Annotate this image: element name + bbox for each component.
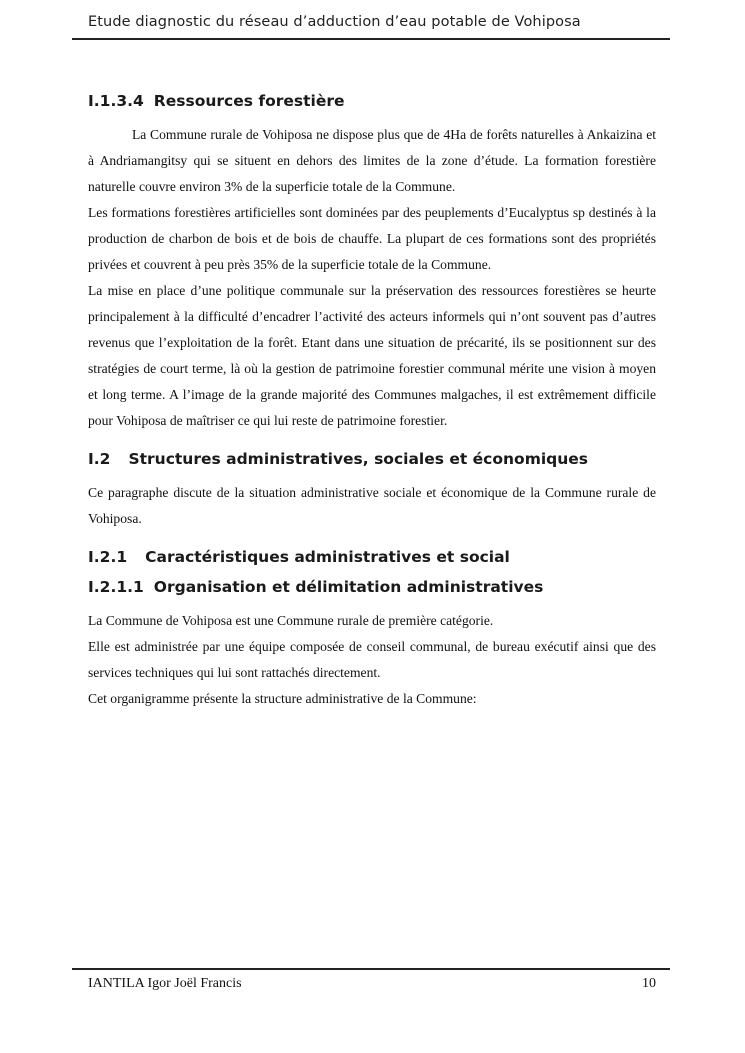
page-number: 10 [642,976,656,991]
paragraph: Cet organigramme présente la structure administrative de la Commune: [88,691,477,706]
section-number: I.2.1 [88,548,128,566]
section-title: Caractéristiques administratives et social [145,548,510,566]
header-rule [72,38,670,40]
section-title: Ressources forestière [153,92,345,110]
footer-rule [72,968,670,970]
paragraph: Elle est administrée par une équipe composée de conseil communal, de bureau exécutif ainsi que des services techniques qui lui sont rattachés directement. [88,639,656,680]
section-title: Structures administratives, sociales et économiques [128,450,589,468]
footer-author: IANTILA Igor Joël Francis [88,976,242,991]
section-heading-1-2-1-1 [88,578,656,596]
paragraph: La Commune rurale de Vohiposa ne dispose plus que de 4Ha de forêts naturelles à Ankaizina et à Andriamangitsy qui se situent en dehors des limites de la zone d’étude. La formation forestière naturelle couvre environ 3% de la superficie totale de la Commune. [88,127,656,194]
section-heading-1-2-1 [88,548,656,566]
paragraph: La Commune de Vohiposa est une Commune rurale de première catégorie. [88,613,494,628]
section-title: Organisation et délimitation administratives [153,578,544,596]
section-number: I.2 [88,450,111,468]
paragraph: Les formations forestières artificielles sont dominées par des peuplements d’Eucalyptus sp destinés à la production de charbon de bois et de bois de chauffe. La plupart de ces formations sont des propriétés privées et couvrent à peu près 35% de la superficie totale de la Commune. [88,205,656,272]
paragraph: La mise en place d’une politique communale sur la préservation des ressources forestières se heurte principalement à la difficulté d’encadrer l’activité des acteurs informels qui n’ont souvent pas d’autres revenus que l’exploitation de la forêt. Etant dans une situation de précarité, ils se positionnent sur des stratégies de court terme, là où la gestion de patrimoine forestier communal mérite une vision à moyen et long terme. A l’image de la grande majorité des Communes malgaches, il est extrêmement difficile pour Vohiposa de maîtriser ce qui lui reste de patrimoine forestier. [88,283,656,428]
paragraph: Ce paragraphe discute de la situation administrative sociale et économique de la Commune rurale de Vohiposa. [88,485,656,526]
section-number: I.1.3.4 [88,92,144,110]
section-number: I.2.1.1 [88,578,144,596]
section-heading-1-1-3-4 [88,92,656,110]
page-body [88,92,656,712]
running-header: Etude diagnostic du réseau d’adduction d’eau potable de Vohiposa [88,14,581,30]
section-heading-1-2 [88,450,656,468]
